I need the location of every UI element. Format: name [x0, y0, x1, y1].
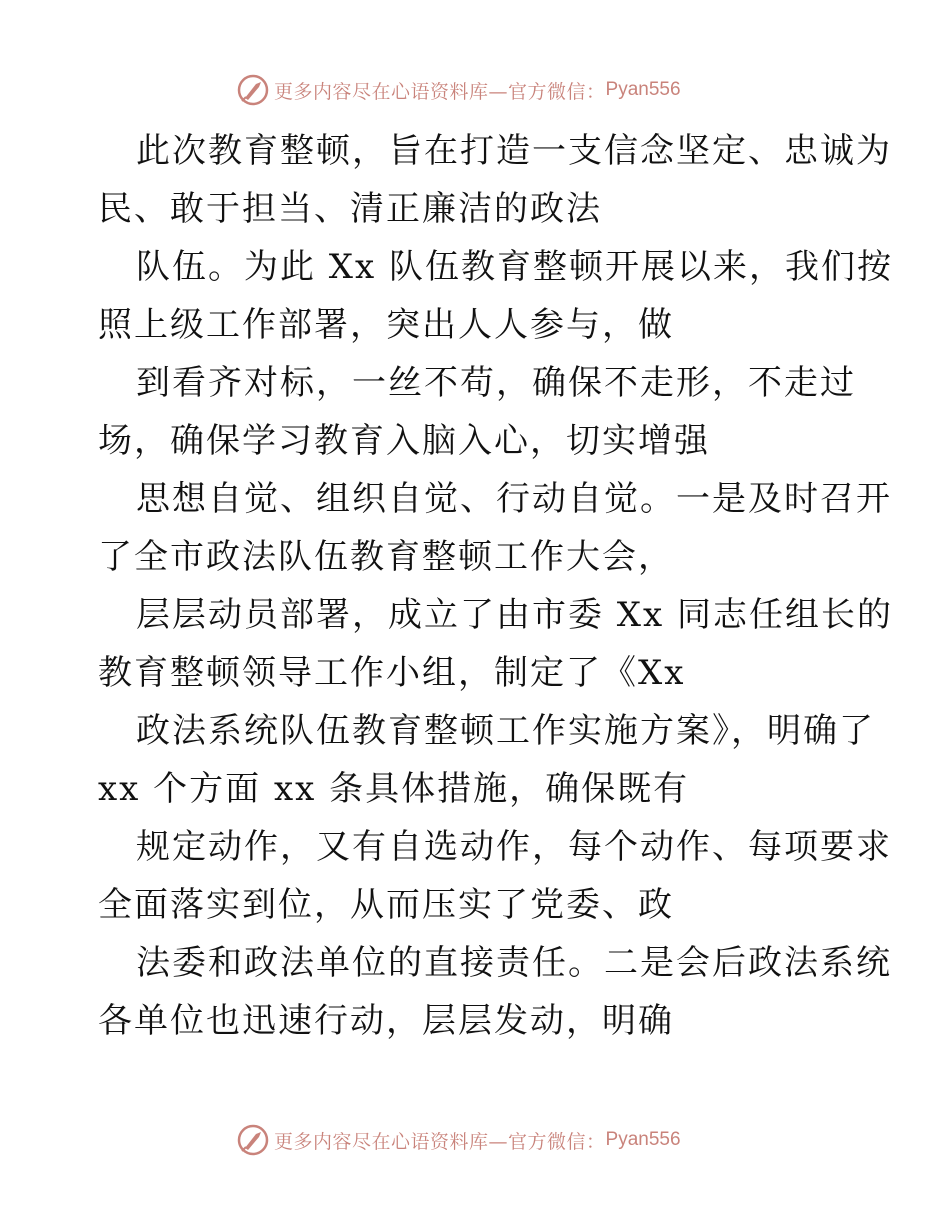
text-line: 各单位也迅速行动，层层发动，明确 — [98, 1001, 674, 1041]
text-line: 全面落实到位，从而压实了党委、政 — [98, 885, 674, 925]
text-line: 了全市政法队伍教育整顿工作大会， — [98, 537, 674, 577]
watermark-text: 更多内容尽在心语资料库—官方微信： — [274, 80, 606, 103]
text-line: 场，确保学习教育入脑入心，切实增强 — [98, 421, 710, 461]
text-line: 队伍。为此 Xx 队伍教育整顿开展以来，我们按 — [136, 247, 893, 287]
pen-nib-logo-icon — [236, 1123, 270, 1157]
pen-nib-logo-icon — [236, 73, 270, 107]
text-line: 政法系统队伍教育整顿工作实施方案》，明确了 — [136, 711, 875, 751]
watermark-account: Pyan556 — [605, 79, 681, 100]
text-line: 民、敢于担当、清正廉洁的政法 — [98, 189, 602, 229]
text-line: 此次教育整顿，旨在打造一支信念坚定、忠诚为 — [136, 131, 892, 171]
text-line: 到看齐对标，一丝不苟，确保不走形，不走过 — [136, 363, 856, 403]
text-line: 教育整顿领导工作小组，制定了《Xx — [98, 653, 686, 693]
footer-watermark — [236, 1122, 681, 1158]
text-line: 思想自觉、组织自觉、行动自觉。一是及时召开 — [136, 479, 892, 519]
text-line: 法委和政法单位的直接责任。二是会后政法系统 — [136, 943, 892, 983]
text-line: 规定动作，又有自选动作，每个动作、每项要求 — [136, 827, 892, 867]
text-line: 层层动员部署，成立了由市委 Xx 同志任组长的 — [136, 595, 893, 635]
watermark-account: Pyan556 — [605, 1129, 681, 1150]
text-line: 照上级工作部署，突出人人参与，做 — [98, 305, 674, 345]
document-body — [98, 122, 893, 1050]
header-watermark — [236, 72, 681, 108]
text-line: xx 个方面 xx 条具体措施，确保既有 — [98, 769, 690, 809]
watermark-text: 更多内容尽在心语资料库—官方微信： — [274, 1130, 606, 1153]
